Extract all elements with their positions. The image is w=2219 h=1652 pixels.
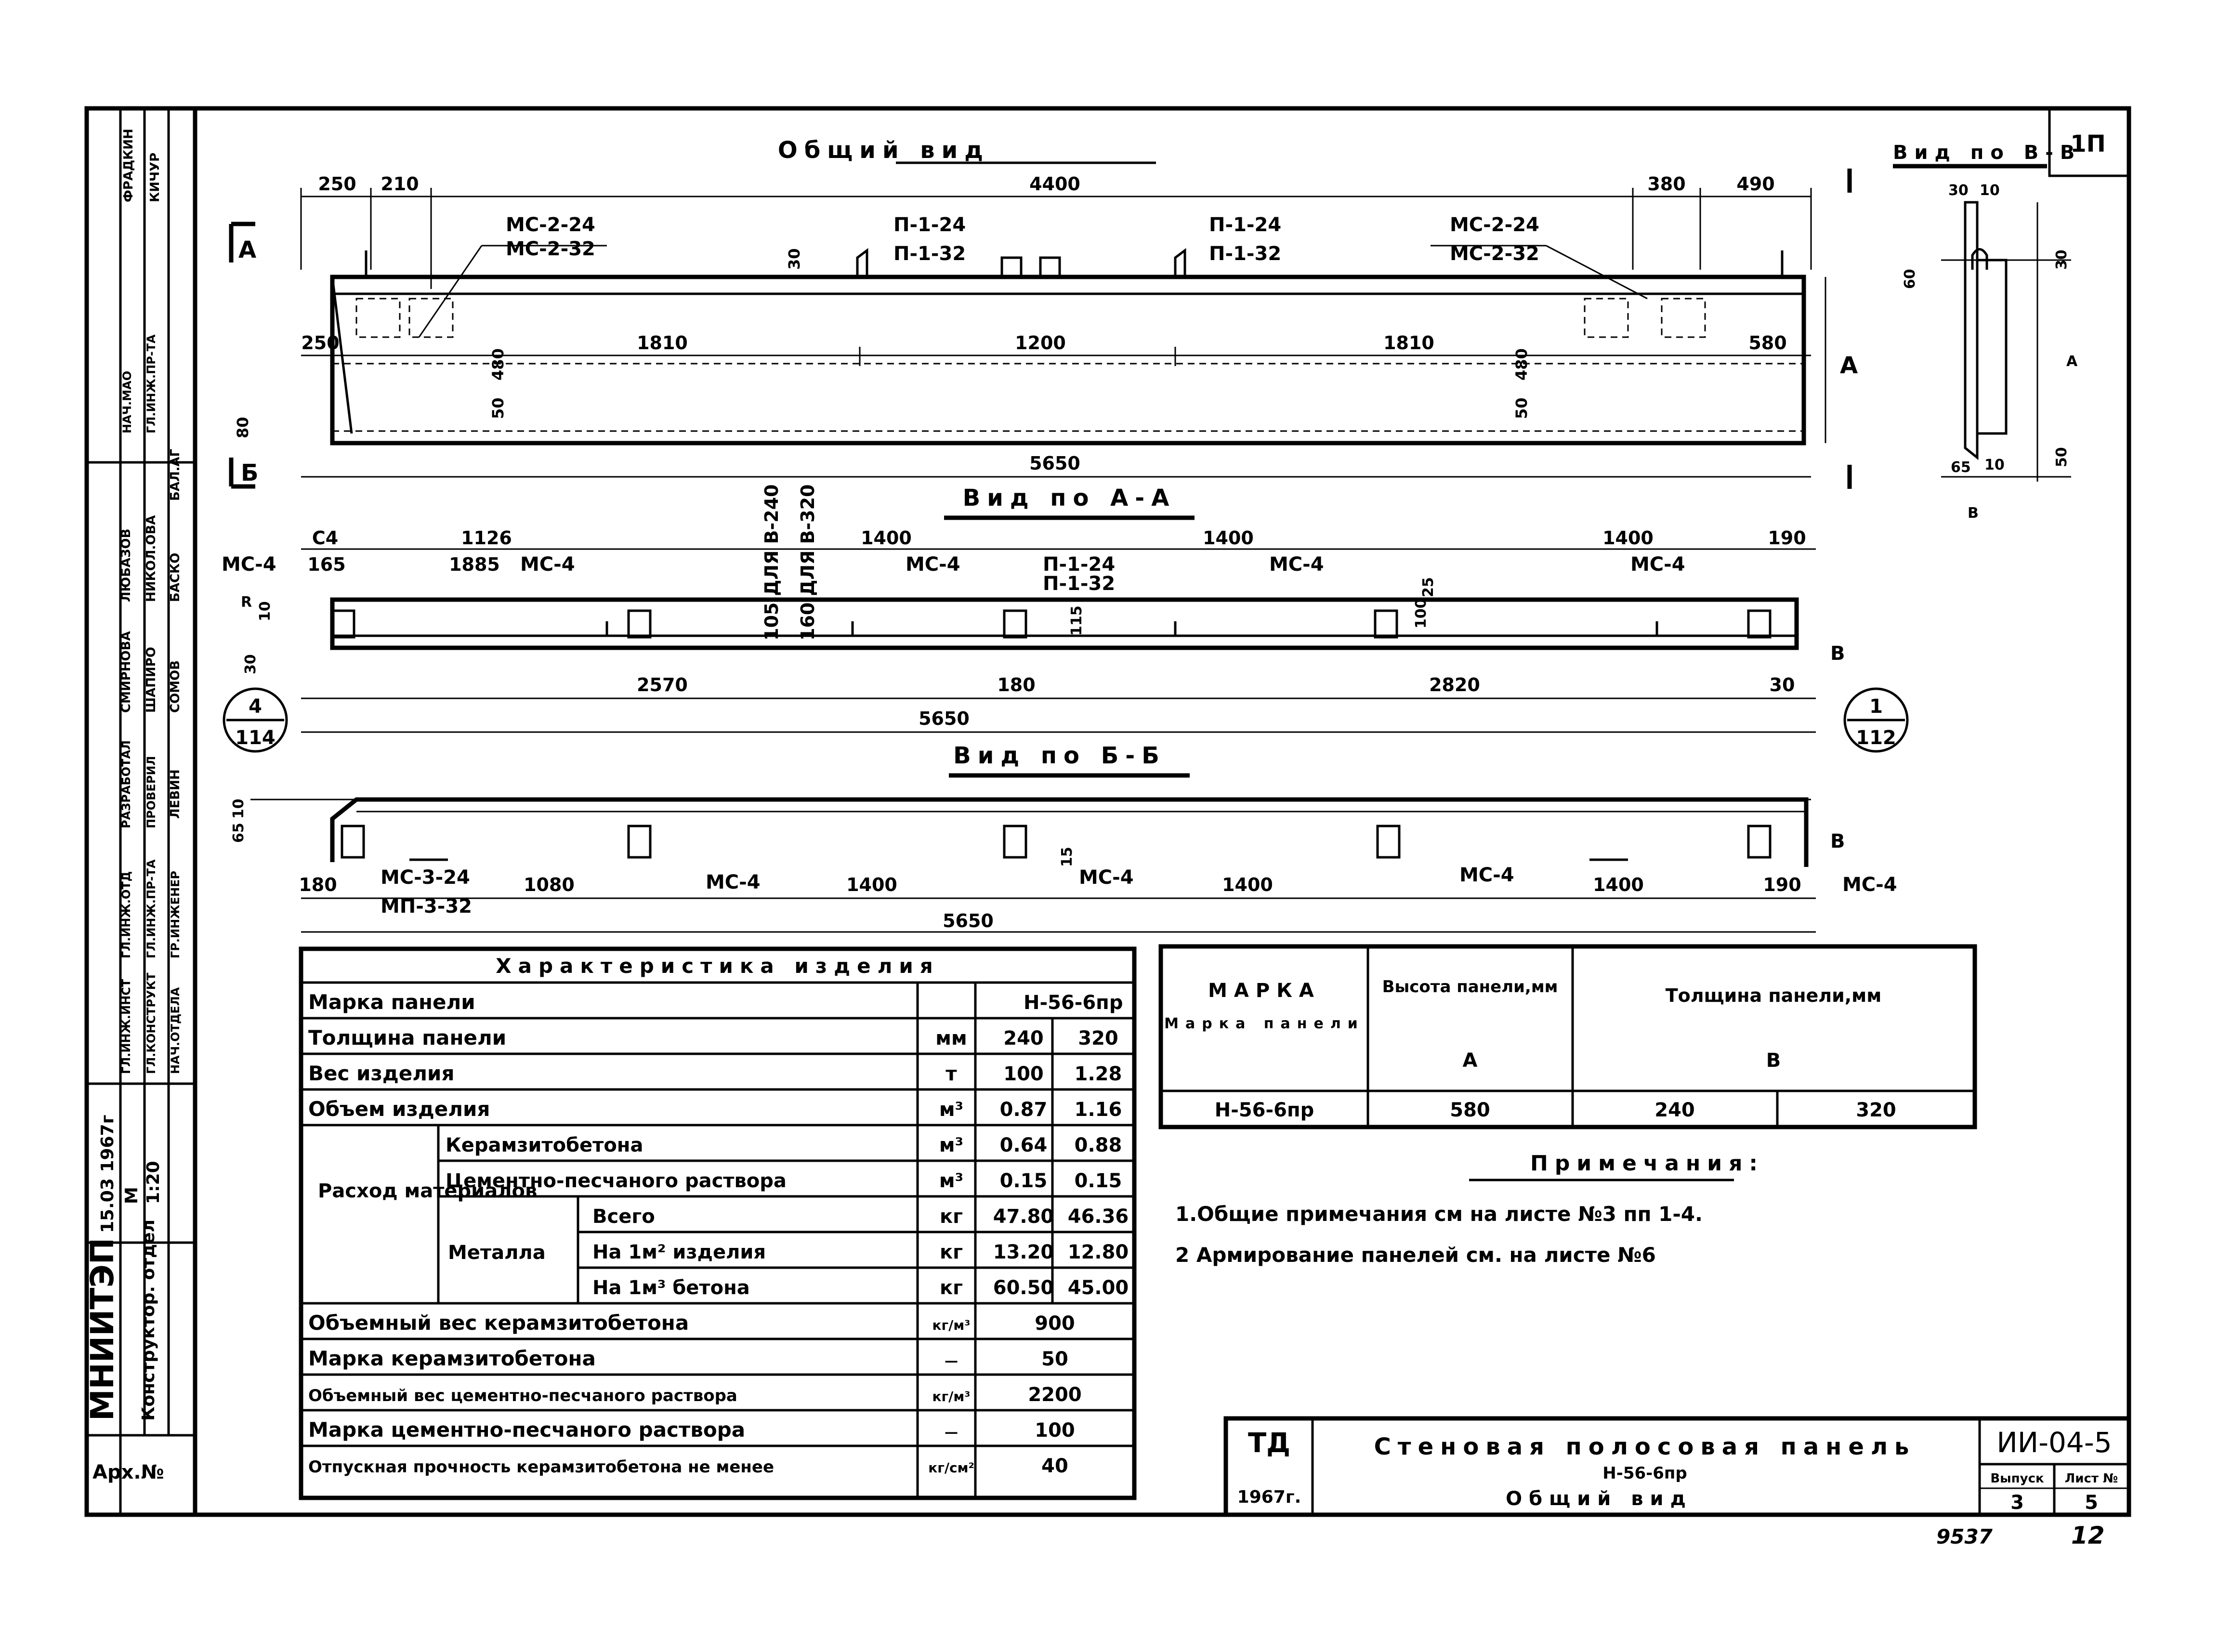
panel-side-a: [332, 600, 1797, 648]
pt-height: 580: [1450, 1099, 1490, 1121]
note-2: 2 Армирование панелей см. на листе №6: [1175, 1243, 1656, 1267]
vb-mark: МС-4: [1079, 866, 1134, 889]
vb-small-dim: 10: [230, 799, 247, 819]
view-v-title: Вид по В-В: [1893, 142, 2082, 164]
stamp-role: ГЛ.КОНСТРУКТ: [144, 972, 158, 1074]
char-metal-label: На 1м³ бетона: [592, 1277, 750, 1299]
stamp-scale: 1:20: [144, 1161, 163, 1204]
section-mark-b: Б: [241, 459, 259, 486]
va-small-dim: 25: [1420, 577, 1437, 597]
gen-mark: МС-2-24: [1450, 214, 1539, 236]
stamp-role: РАЗРАБОТАЛ: [119, 740, 133, 828]
vb-dim: 1080: [524, 874, 575, 895]
char-cons-v2: 0.15: [1074, 1170, 1122, 1192]
gen-dim-mid: 580: [1748, 332, 1787, 354]
stamp-role: НАЧ.ОТДЕЛА: [169, 987, 182, 1074]
tb-issue-label: Выпуск: [1990, 1471, 2044, 1486]
char-metal-unit: кг: [939, 1206, 963, 1228]
gen-mark: МС-2-32: [1450, 243, 1539, 265]
gen-mark: МС-2-32: [506, 238, 595, 260]
stamp-role: ГЛ.ИНЖ.ПР-ТА: [144, 859, 158, 958]
plate-ms2-left-1: [356, 299, 400, 337]
vb-mark: МС-4: [706, 871, 761, 893]
vv-dim: 30: [1948, 182, 1969, 199]
gen-dim-vert: 50: [1512, 397, 1531, 419]
char-row2-unit: кг/м³: [932, 1317, 971, 1333]
stamp-name: ФРАДКИН: [121, 129, 136, 202]
stamp-name: СМИРНОВА: [119, 631, 133, 713]
gen-dim-vert: 480: [1512, 348, 1531, 380]
vb-plate: [1004, 826, 1026, 857]
va-plate: [629, 611, 650, 637]
char-cons-v2: 0.88: [1074, 1134, 1122, 1156]
char-row-v2: 1.28: [1074, 1063, 1122, 1085]
va-plate: [332, 611, 354, 637]
vv-dim: 10: [1980, 182, 2000, 199]
va-mark: МС-4: [222, 553, 276, 576]
char-row-label: Вес изделия: [308, 1062, 455, 1085]
char-row2-label: Марка цементно-песчаного раствора: [308, 1418, 746, 1442]
pt-thick-2: 320: [1856, 1099, 1896, 1121]
va-dim-top: 1400: [861, 527, 912, 549]
stamp-role: ГЛ.ИНЖ.ИНСТ: [119, 979, 133, 1074]
va-dim-top: 1126: [461, 527, 512, 549]
section-profile: [1965, 202, 1977, 458]
va-small-dim: 10: [257, 601, 274, 621]
stamp-names: [119, 129, 183, 819]
tb-subtitle: Н-56-6пр: [1602, 1464, 1687, 1483]
stamp-role: ПРОВЕРИЛ: [144, 756, 158, 828]
char-metal-unit: кг: [939, 1277, 963, 1299]
char-row2-label: Отпускная прочность керамзитобетона не менее: [308, 1457, 775, 1477]
va-vert-2: 160 ДЛЯ В-320: [797, 484, 818, 641]
char-row-v1: 100: [1003, 1063, 1044, 1085]
stamp-arch: Арх.№: [92, 1461, 164, 1483]
vv-dim: 30: [2053, 249, 2070, 270]
gen-mark: П-1-24: [893, 214, 966, 236]
title-block: [1226, 1418, 2129, 1515]
stamp-name: БАЛ.АГ: [168, 448, 183, 501]
va-mark: МС-4: [1630, 553, 1685, 576]
char-row-v2: 1.16: [1074, 1099, 1122, 1121]
pt-h2: Высота панели,мм: [1382, 977, 1558, 996]
vb-dim: 180: [299, 874, 337, 895]
vb-mark: МС-4: [1459, 864, 1514, 886]
general-total: 5650: [1029, 453, 1080, 474]
pt-mark: Н-56-6пр: [1214, 1099, 1314, 1121]
gen-dim-vert: 480: [489, 348, 507, 380]
stamp-role: НАЧ.МАО: [120, 370, 134, 433]
char-row-unit: т: [945, 1063, 957, 1085]
vb-plate: [342, 826, 364, 857]
char-row2-unit: кг/см²: [928, 1460, 974, 1476]
loop-1: [857, 250, 867, 277]
vb-total: 5650: [943, 910, 994, 931]
char-cons-label: Цементно-песчаного раствора: [446, 1170, 787, 1192]
view-a-title: Вид по А-А: [962, 485, 1176, 511]
gen-dim-mid: 1810: [1383, 332, 1434, 354]
char-row-v1: 0.87: [999, 1099, 1048, 1121]
char-row2-value: 2200: [1028, 1384, 1082, 1406]
char-cons-unit: м³: [939, 1170, 964, 1192]
char-row2-unit: кг/м³: [932, 1389, 971, 1404]
char-metal-v2: 12.80: [1067, 1241, 1129, 1263]
va-mark: П-1-24: [1043, 553, 1116, 576]
va-dim-top: 1400: [1602, 527, 1654, 549]
note-1: 1.Общие примечания см на листе №3 пп 1-4.: [1175, 1202, 1703, 1226]
vv-dim: 65: [1951, 459, 1971, 476]
gen-dim-top: 210: [381, 173, 419, 195]
stamp-name: ЛЕВИН: [168, 769, 183, 819]
vb-dim: 1400: [846, 874, 897, 895]
gen-dim-mid: 250: [301, 332, 340, 354]
loop-2: [1175, 250, 1185, 277]
gen-mark: П-1-32: [1209, 243, 1282, 265]
va-plate: [1375, 611, 1397, 637]
stamp-date: 15.03 1967г: [98, 1114, 118, 1233]
va-mark: П-1-32: [1043, 573, 1116, 595]
vb-dim-v: В: [1830, 830, 1845, 852]
panel-elevation: [332, 277, 1804, 443]
plate-ms2-right-2: [1662, 299, 1705, 337]
gen-dim-top: 380: [1647, 173, 1686, 195]
panel-table: [1161, 946, 1975, 1127]
va-vert-1: 105 ДЛЯ В-240: [761, 484, 782, 641]
char-cons-group: Расход материалов: [318, 1180, 538, 1202]
char-cons-label: Керамзитобетона: [446, 1134, 643, 1156]
char-metal-label: Всего: [592, 1206, 655, 1228]
tb-title: Стеновая полосовая панель: [1374, 1433, 1916, 1460]
vb-plate: [629, 826, 650, 857]
char-row2-label: Марка керамзитобетона: [308, 1347, 596, 1370]
char-cons-v1: 0.64: [999, 1134, 1048, 1156]
stamp-role: ГР.ИНЖЕНЕР: [169, 870, 182, 958]
view-b-b: [230, 742, 1897, 932]
va-mark: МС-4: [1269, 553, 1324, 576]
vb-dim: 1400: [1222, 874, 1273, 895]
stamp-name: СОМОВ: [168, 660, 183, 713]
gen-dim-vert: 80: [234, 417, 252, 438]
va-plate: [1748, 611, 1770, 637]
char-row2-value: 40: [1041, 1455, 1068, 1477]
gen-dim-top: 490: [1736, 173, 1775, 195]
char-metal-v2: 45.00: [1067, 1277, 1129, 1299]
va-dim-bottom: 2570: [637, 674, 688, 695]
char-row-label: Толщина панели: [308, 1026, 507, 1049]
char-title: Характеристика изделия: [496, 954, 940, 978]
stamp-name: БАСКО: [168, 552, 183, 602]
pt-h3: Толщина панели,мм: [1665, 985, 1882, 1006]
char-metal-v1: 47.80: [993, 1206, 1054, 1228]
va-dim-sub: 1885: [449, 554, 500, 575]
gen-dim-vert: 50: [489, 397, 507, 419]
stamp-org: МНИИТЭП: [84, 1237, 121, 1421]
char-row2-value: 50: [1041, 1348, 1068, 1370]
plate-ms2-left-2: [409, 299, 453, 337]
char-metal-group: Металла: [448, 1242, 546, 1264]
stamp-name: ЛЮБАЗОВ: [119, 528, 133, 602]
va-total: 5650: [919, 708, 970, 729]
callout-left-sheet: 114: [235, 727, 276, 749]
vv-dim: В: [1968, 505, 1979, 522]
vb-mark: МС-3-24: [381, 866, 470, 889]
pt-h1: Марка панели: [1164, 1015, 1365, 1032]
va-plate: [1004, 611, 1026, 637]
tb-code: ИИ-04-5: [1996, 1426, 2112, 1459]
char-cons-unit: м³: [939, 1134, 964, 1156]
stamp-name: КИЧУР: [148, 152, 162, 202]
general-view: [231, 137, 1858, 486]
char-row2-value: 100: [1035, 1419, 1075, 1442]
characteristics-table: [301, 949, 1134, 1498]
va-dim-bottom: 180: [997, 674, 1036, 695]
char-row-unit: мм: [935, 1027, 967, 1049]
gen-dim-mid: 1200: [1015, 332, 1066, 354]
section-body: [1977, 260, 2006, 433]
vb-mark: МС-4: [1842, 874, 1897, 896]
stamp-role: ГЛ.ИНЖ.ПР-ТА: [144, 334, 158, 433]
gen-dim-mid: 1810: [637, 332, 688, 354]
char-row2-label: Объемный вес керамзитобетона: [308, 1311, 689, 1335]
pt-h1-a: МАРКА: [1208, 980, 1321, 1002]
char-row2-unit: —: [945, 1424, 958, 1440]
gen-dim-vert: 30: [785, 248, 803, 270]
va-mark: МС-4: [520, 553, 575, 576]
char-row2-label: Объемный вес цементно-песчаного раствора: [308, 1386, 737, 1405]
char-metal-v2: 46.36: [1067, 1206, 1129, 1228]
section-mark-a: А: [238, 236, 257, 263]
va-mark: МС-4: [906, 553, 960, 576]
vb-small-dim: 15: [1059, 847, 1076, 867]
char-metal-unit: кг: [939, 1241, 963, 1263]
va-dim-v: В: [1830, 642, 1845, 665]
va-dim-bottom: 2820: [1429, 674, 1480, 695]
va-dim-bottom: 30: [1769, 674, 1795, 695]
view-b-title: Вид по Б-Б: [953, 742, 1166, 769]
view-v-v: [1850, 142, 2081, 522]
va-small-dim: 100: [1413, 598, 1430, 629]
gen-dim-top: 4400: [1029, 173, 1080, 195]
char-metal-v1: 13.20: [993, 1241, 1054, 1263]
vb-dim: 190: [1763, 874, 1801, 895]
char-metal-label: На 1м² изделия: [592, 1241, 766, 1263]
gen-mark: МС-2-24: [506, 214, 595, 236]
char-row-v1: 240: [1003, 1027, 1044, 1049]
pt-h3sub: В: [1766, 1049, 1781, 1072]
tb-issue: 3: [2010, 1492, 2024, 1514]
vb-plate: [1378, 826, 1399, 857]
vv-dim: 10: [1984, 457, 2005, 473]
gen-dim-top: 250: [318, 173, 356, 195]
vv-dim: 50: [2053, 447, 2070, 467]
char-row-v2: 320: [1078, 1027, 1118, 1049]
stamp-name: НИКОЛ.ОВА: [144, 515, 158, 602]
char-cons-v1: 0.15: [999, 1170, 1048, 1192]
stamp-name: ШАПИРО: [144, 647, 158, 713]
va-small-dim: 30: [242, 654, 259, 674]
va-dim-top: 1400: [1203, 527, 1254, 549]
plate-ms2-right-1: [1585, 299, 1628, 337]
footer-page: 12: [2071, 1521, 2105, 1549]
footer-code: 9537: [1936, 1525, 1993, 1548]
pt-h2sub: А: [1462, 1049, 1478, 1072]
tb-sheet: 5: [2085, 1492, 2098, 1514]
dim-a-label: А: [1840, 352, 1858, 379]
char-row2-value: 900: [1035, 1312, 1075, 1335]
tb-sheet-label: Лист №: [2064, 1471, 2118, 1486]
vb-dim: 1400: [1593, 874, 1644, 895]
stamp-dept: Конструктор. отдел: [139, 1219, 158, 1421]
va-dim-top: 190: [1768, 527, 1806, 549]
tb-view: Общий вид: [1506, 1488, 1693, 1510]
callout-right-num: 1: [1869, 695, 1883, 718]
view-a-a: [222, 484, 1907, 751]
notes-title: Примечания:: [1530, 1151, 1764, 1176]
gen-mark: П-1-32: [893, 243, 966, 265]
stamp-role: ГЛ.ИНЖ.ОТД: [119, 871, 133, 958]
vb-small-dim: 65: [230, 823, 247, 843]
vv-dim: 60: [1902, 269, 1918, 289]
callout-left-num: 4: [249, 695, 262, 718]
gen-mark: П-1-24: [1209, 214, 1282, 236]
tb-year: 1967г.: [1237, 1487, 1301, 1507]
left-stamp: [84, 108, 195, 1515]
vb-plate: [1748, 826, 1770, 857]
char-row-unit: м³: [939, 1099, 964, 1121]
char-row-label: Объем изделия: [308, 1097, 490, 1121]
pt-thick-1: 240: [1654, 1099, 1695, 1121]
page-number: 1П: [2070, 131, 2106, 157]
stamp-scale-label: М: [122, 1187, 142, 1204]
va-dim-sub: 165: [307, 554, 346, 575]
callout-right-sheet: 112: [1856, 727, 1896, 749]
notes: [1175, 1151, 1764, 1267]
char-metal-v1: 60.50: [993, 1277, 1054, 1299]
char-row-label: Марка панели: [308, 990, 475, 1014]
vv-dim: A: [2066, 353, 2078, 370]
char-row-v1: Н-56-6пр: [1024, 992, 1123, 1014]
vb-mark: МП-3-32: [381, 895, 472, 918]
va-small-dim: 115: [1068, 605, 1085, 636]
general-view-title: Общий вид: [777, 137, 990, 164]
tb-td: ТД: [1247, 1428, 1291, 1459]
char-row2-unit: —: [945, 1353, 958, 1369]
va-dim-top: С4: [312, 527, 339, 549]
va-small-dim: R: [241, 594, 252, 611]
